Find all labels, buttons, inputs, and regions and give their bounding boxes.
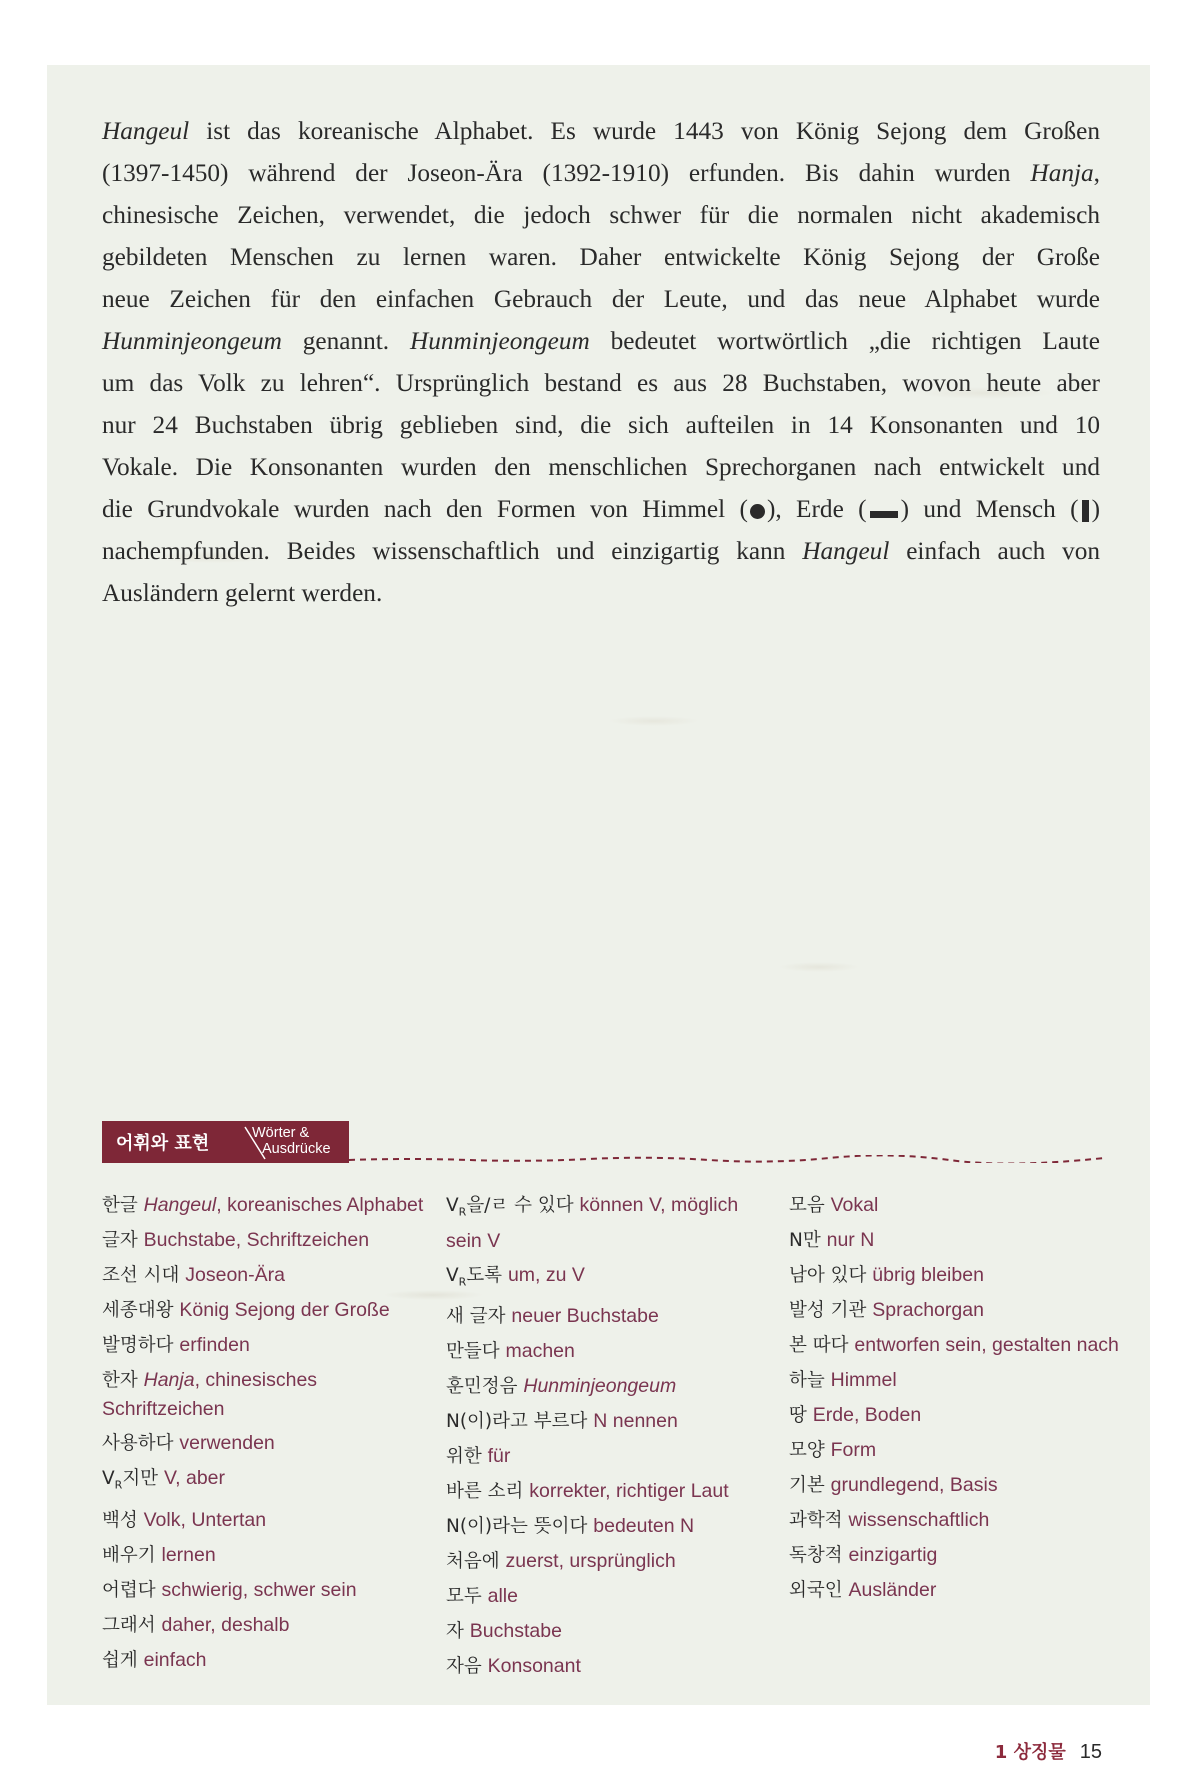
vocab-german (144, 1194, 424, 1216)
vocab-korean-text: 도록 (466, 1264, 508, 1286)
vocab-entry (789, 1191, 1119, 1220)
text-line: ), Erde ( (766, 495, 867, 523)
vocab-german-text: verwenden (179, 1432, 275, 1454)
vocab-german (162, 1579, 357, 1601)
vocab-korean-text: 새 글자 (446, 1306, 512, 1328)
vocab-german (849, 1579, 937, 1601)
vocab-korean-subscript: R (114, 1478, 123, 1492)
vocab-german (849, 1544, 938, 1566)
text-line: ) (1091, 495, 1101, 523)
vocab-korean-text: 기본 (789, 1475, 831, 1496)
vocab-column-3 (789, 1191, 1119, 1611)
vocab-korean-text: 을/ㄹ 수 있다 (466, 1195, 580, 1216)
vocab-korean (102, 1468, 164, 1492)
text-line: Ausländern gelernt werden. (102, 579, 383, 607)
text-line: genannt. (281, 327, 410, 355)
vocab-korean-text: 외국인 (789, 1580, 849, 1601)
vocab-german (488, 1445, 511, 1467)
vocab-german (488, 1585, 518, 1607)
vocab-entry (789, 1506, 1119, 1535)
vocab-german (144, 1509, 266, 1531)
vocab-german-text: nur N (826, 1229, 875, 1251)
vocab-german (854, 1334, 1119, 1356)
vocab-header-korean: 어휘와 표현 (116, 1133, 210, 1154)
vocab-korean (789, 1510, 849, 1531)
vocab-german (831, 1439, 877, 1461)
vocab-korean-text: 배우기 (102, 1544, 162, 1566)
vocab-korean-text: 쉽게 (102, 1649, 144, 1671)
vocab-german (529, 1480, 728, 1502)
vocab-german-italic: Hangeul (143, 1194, 217, 1216)
vocab-entry (446, 1261, 776, 1297)
vocab-korean (789, 1580, 849, 1601)
vocab-korean (102, 1580, 162, 1601)
vocab-entry (789, 1471, 1119, 1500)
vocab-korean-text: 발성 기관 (789, 1300, 873, 1321)
vocab-german-text: für (487, 1445, 511, 1468)
chapter-label: 1 상징물 (994, 1742, 1066, 1763)
vocab-korean (446, 1516, 593, 1537)
vocab-entry (102, 1429, 432, 1458)
vocab-korean-text: 모양 (789, 1440, 831, 1461)
dashed-rule (349, 1155, 1104, 1163)
vocab-entry (102, 1576, 432, 1605)
vocab-german (831, 1474, 998, 1496)
vocab-korean-text: 하늘 (789, 1370, 831, 1391)
vocab-german-text: V, aber (163, 1467, 226, 1489)
vocab-german (813, 1404, 921, 1426)
vocab-korean-subscript: R (458, 1275, 467, 1289)
term-hangeul: Hangeul (102, 117, 190, 145)
vocab-entry (446, 1582, 776, 1611)
vocab-german-text: lernen (161, 1543, 216, 1566)
vocab-german (831, 1194, 879, 1216)
vocab-german-text: Joseon-Ära (185, 1264, 285, 1286)
vocab-german (511, 1305, 658, 1327)
heaven-dot-icon (750, 504, 765, 519)
vocab-german-text: schwierig, schwer sein (161, 1578, 357, 1601)
vocab-german-text: Volk, Untertan (143, 1508, 267, 1531)
vocab-german-text: daher, deshalb (161, 1613, 290, 1636)
text-line: um das Volk zu lehren“. Ursprünglich bestand es aus 28 Buchstaben, wovon heute aber (102, 369, 1100, 397)
vocab-entry (446, 1512, 776, 1541)
vocab-korean-text: 독창적 (789, 1545, 849, 1566)
vocab-korean (789, 1475, 831, 1496)
text-line: gebildeten Menschen zu lernen waren. Daher entwickelte König Sejong der Große (102, 243, 1100, 271)
vocab-german (872, 1264, 984, 1286)
vocab-german-text: alle (487, 1585, 518, 1608)
text-line: Vokale. Die Konsonanten wurden den menschlichen Sprechorganen nach entwickelt und (102, 453, 1100, 481)
vocab-entry (789, 1541, 1119, 1570)
vocab-german (185, 1264, 285, 1286)
vocab-entry (102, 1331, 432, 1360)
vocab-german (144, 1649, 207, 1671)
vocab-german-text: Ausländer (848, 1579, 937, 1601)
vocab-korean (102, 1650, 144, 1671)
vocab-german (849, 1509, 990, 1531)
vocab-german-italic: Hanja (143, 1369, 195, 1391)
vocab-korean (102, 1195, 144, 1216)
vocab-korean-text: 한자 (102, 1370, 144, 1391)
vocab-korean-prefix: V (446, 1195, 459, 1216)
vocab-german-italic: Hunminjeongeum (523, 1375, 677, 1398)
vocab-german (827, 1229, 875, 1251)
vocab-german (488, 1655, 581, 1677)
vocab-korean (102, 1545, 162, 1566)
vocab-german (506, 1340, 575, 1362)
vocab-german-text: erfinden (179, 1334, 250, 1356)
vocab-entry (446, 1477, 776, 1506)
vocab-column-1 (102, 1191, 432, 1681)
vocab-korean (789, 1265, 872, 1286)
vocab-german-text: einzigartig (848, 1544, 938, 1566)
vocab-german (593, 1410, 678, 1432)
vocab-german-text: Himmel (830, 1369, 897, 1391)
vocab-german-text: König Sejong der Große (179, 1299, 390, 1321)
vocab-korean (446, 1195, 580, 1219)
vocab-header-german-1: Wörter & (252, 1125, 310, 1141)
vocab-german (144, 1229, 369, 1251)
vocab-entry (789, 1366, 1119, 1395)
term-hunminjeongeum: Hunminjeongeum (102, 327, 282, 355)
vocab-entry (102, 1366, 432, 1423)
text-line: bedeutet wortwörtlich „die richtigen Laute (589, 327, 1100, 355)
vocab-korean-text: 땅 (789, 1405, 813, 1426)
vocab-korean (446, 1551, 506, 1572)
vocab-korean-text: 바른 소리 (446, 1481, 530, 1503)
vocab-entry (102, 1296, 432, 1325)
vocab-korean (446, 1656, 488, 1677)
vocab-entry (446, 1617, 776, 1646)
vocab-entry (789, 1226, 1119, 1255)
vocab-korean (102, 1335, 179, 1356)
human-vbar-icon (1082, 500, 1089, 522)
vocab-korean (446, 1306, 511, 1327)
text-line: nur 24 Buchstaben übrig geblieben sind, die sich aufteilen in 14 Konsonanten und 10 (102, 411, 1100, 439)
vocab-german (179, 1299, 389, 1321)
earth-bar-icon (870, 511, 898, 518)
vocab-korean-text: 남아 있다 (789, 1265, 873, 1286)
vocab-entry (102, 1646, 432, 1675)
term-hanja: Hanja (1030, 159, 1094, 187)
vocab-korean-text: 모음 (789, 1195, 831, 1216)
vocab-german (831, 1369, 897, 1391)
vocab-korean-text: N(이)라는 뜻이다 (446, 1516, 594, 1538)
vocab-korean-text: 자 (446, 1621, 470, 1643)
vocab-korean (446, 1586, 488, 1607)
vocab-german (508, 1264, 585, 1286)
vocab-korean (446, 1481, 529, 1502)
vocab-header-german (252, 1125, 331, 1157)
text-line: (1397-1450) während der Joseon-Ära (1392-1910) erfunden. Bis dahin wurden (102, 159, 1031, 187)
vocab-korean-text: 만들다 (446, 1341, 506, 1363)
vocab-german-text: Sprachorgan (872, 1299, 984, 1321)
vocab-entry (789, 1331, 1119, 1360)
term-hunminjeongeum: Hunminjeongeum (409, 327, 590, 355)
text-line: einfach auch von (889, 537, 1100, 565)
vocab-entry (789, 1261, 1119, 1290)
vocab-german-text: Buchstabe (469, 1620, 562, 1643)
vocab-korean-text: 본 따다 (789, 1335, 855, 1356)
vocab-korean (102, 1300, 179, 1321)
text-line: , (1093, 159, 1100, 187)
vocab-german-text: grundlegend, Basis (830, 1474, 998, 1496)
text-line: ist das koreanische Alphabet. Es wurde 1443 von König Sejong dem Großen (189, 117, 1100, 145)
vocab-korean-text: 백성 (102, 1509, 144, 1531)
vocab-german-text: , chinesisches Schriftzeichen (102, 1369, 318, 1420)
vocab-german (523, 1375, 676, 1397)
vocab-korean (789, 1335, 854, 1356)
vocab-korean (789, 1545, 849, 1566)
vocab-entry (789, 1296, 1119, 1325)
vocab-german (872, 1299, 984, 1321)
vocab-korean-text: 어렵다 (102, 1579, 162, 1601)
vocab-entry (102, 1191, 432, 1220)
text-line: die Grundvokale wurden nach den Formen von Himmel ( (102, 495, 748, 523)
vocab-german-text: Vokal (830, 1194, 879, 1216)
vocab-korean-text: 처음에 (446, 1551, 506, 1573)
vocab-korean-text: N만 (789, 1230, 827, 1251)
vocab-german (506, 1550, 676, 1572)
vocab-korean (446, 1341, 506, 1362)
vocab-entry (446, 1302, 776, 1331)
vocab-korean (102, 1433, 179, 1454)
vocab-german (162, 1614, 290, 1636)
vocab-korean-text: 그래서 (102, 1614, 162, 1636)
vocab-korean (102, 1370, 144, 1391)
vocab-header-german-2: Ausdrücke (262, 1141, 331, 1157)
vocab-column-2 (446, 1191, 776, 1687)
vocab-german (162, 1544, 216, 1566)
vocab-korean-subscript: R (458, 1205, 467, 1219)
vocab-german-text: bedeuten N (593, 1515, 695, 1538)
vocab-german-text: entworfen sein, gestalten nach (854, 1334, 1119, 1356)
vocab-korean (446, 1264, 508, 1289)
vocab-korean-prefix: V (446, 1264, 459, 1286)
vocab-korean (789, 1440, 831, 1461)
vocab-korean (446, 1621, 470, 1642)
vocab-entry (446, 1547, 776, 1576)
vocab-korean (789, 1230, 827, 1251)
text-line: ) und Mensch ( (900, 495, 1079, 523)
vocab-entry (102, 1464, 432, 1500)
vocab-korean-text: 세종대왕 (102, 1300, 180, 1321)
vocab-entry (102, 1506, 432, 1535)
vocab-korean-text: 지만 (122, 1468, 164, 1489)
text-line: nachempfunden. Beides wissenschaftlich und einzigartig kann (102, 537, 803, 565)
vocab-korean (789, 1405, 813, 1426)
text-line: neue Zeichen für den einfachen Gebrauch der Leute, und das neue Alphabet wurde (102, 285, 1100, 313)
vocab-korean (789, 1370, 831, 1391)
vocab-german-text: einfach (143, 1648, 207, 1671)
vocab-entry (446, 1191, 776, 1255)
vocab-korean-text: 사용하다 (102, 1433, 180, 1454)
vocab-entry (102, 1261, 432, 1290)
vocab-section-header (102, 1121, 349, 1163)
vocab-korean (102, 1510, 144, 1531)
vocab-entry (446, 1442, 776, 1471)
vocab-entry (446, 1372, 776, 1401)
vocab-korean (446, 1446, 488, 1467)
page-footer (995, 1738, 1102, 1764)
vocab-korean-text: 위한 (446, 1446, 488, 1468)
vocab-korean (102, 1265, 185, 1286)
vocab-entry (102, 1541, 432, 1570)
vocab-korean-text: 한글 (102, 1195, 144, 1216)
vocab-german-text: neuer Buchstabe (511, 1305, 659, 1328)
vocab-german (179, 1334, 249, 1356)
vocab-korean (789, 1300, 872, 1321)
main-paragraph (102, 110, 1100, 614)
vocab-entry (789, 1401, 1119, 1430)
vocab-german-text: Buchstabe, Schriftzeichen (143, 1229, 370, 1251)
vocab-entry (102, 1226, 432, 1255)
vocab-german-text: um, zu V (507, 1263, 585, 1286)
vocab-german-text: korrekter, richtiger Laut (529, 1480, 729, 1503)
vocab-entry (789, 1436, 1119, 1465)
vocab-korean-text: 글자 (102, 1230, 144, 1251)
vocab-entry (446, 1337, 776, 1366)
vocab-korean (446, 1411, 593, 1432)
vocab-korean-text: 훈민정음 (446, 1376, 524, 1398)
vocab-german-text: N nennen (593, 1410, 678, 1433)
vocab-german-text: können V, möglich sein V (446, 1194, 739, 1252)
vocab-german-text: wissenschaftlich (848, 1509, 990, 1531)
vocab-korean (102, 1230, 144, 1251)
vocab-entry (446, 1407, 776, 1436)
vocab-german-text: Konsonant (487, 1655, 581, 1678)
vocab-entry (789, 1576, 1119, 1605)
vocab-german (593, 1515, 694, 1537)
vocab-korean-text: 모두 (446, 1586, 488, 1608)
vocab-korean-prefix: V (102, 1468, 115, 1489)
page-number: 15 (1079, 1741, 1102, 1763)
vocab-german-text: machen (505, 1340, 575, 1363)
vocab-german-text: , koreanisches Alphabet (216, 1194, 424, 1216)
vocab-german (470, 1620, 562, 1642)
vocab-korean-text: 자음 (446, 1656, 488, 1678)
vocab-korean-text: 과학적 (789, 1510, 849, 1531)
vocab-german-text: zuerst, ursprünglich (505, 1550, 676, 1573)
vocab-entry (446, 1652, 776, 1681)
vocab-korean-text: N(이)라고 부르다 (446, 1411, 594, 1433)
vocab-german (164, 1467, 225, 1489)
vocab-entry (102, 1611, 432, 1640)
vocab-korean (789, 1195, 831, 1216)
text-line: chinesische Zeichen, verwendet, die jedoch schwer für die normalen nicht akademisch (102, 201, 1100, 229)
vocab-korean-text: 발명하다 (102, 1335, 180, 1356)
vocab-german-text: Erde, Boden (812, 1404, 922, 1426)
vocab-german (179, 1432, 274, 1454)
vocab-korean (446, 1376, 523, 1397)
vocab-korean-text: 조선 시대 (102, 1265, 186, 1286)
vocab-korean (102, 1615, 162, 1636)
term-hangeul: Hangeul (802, 537, 890, 565)
vocab-german-text: Form (830, 1439, 877, 1461)
vocab-german-text: übrig bleiben (872, 1264, 984, 1286)
